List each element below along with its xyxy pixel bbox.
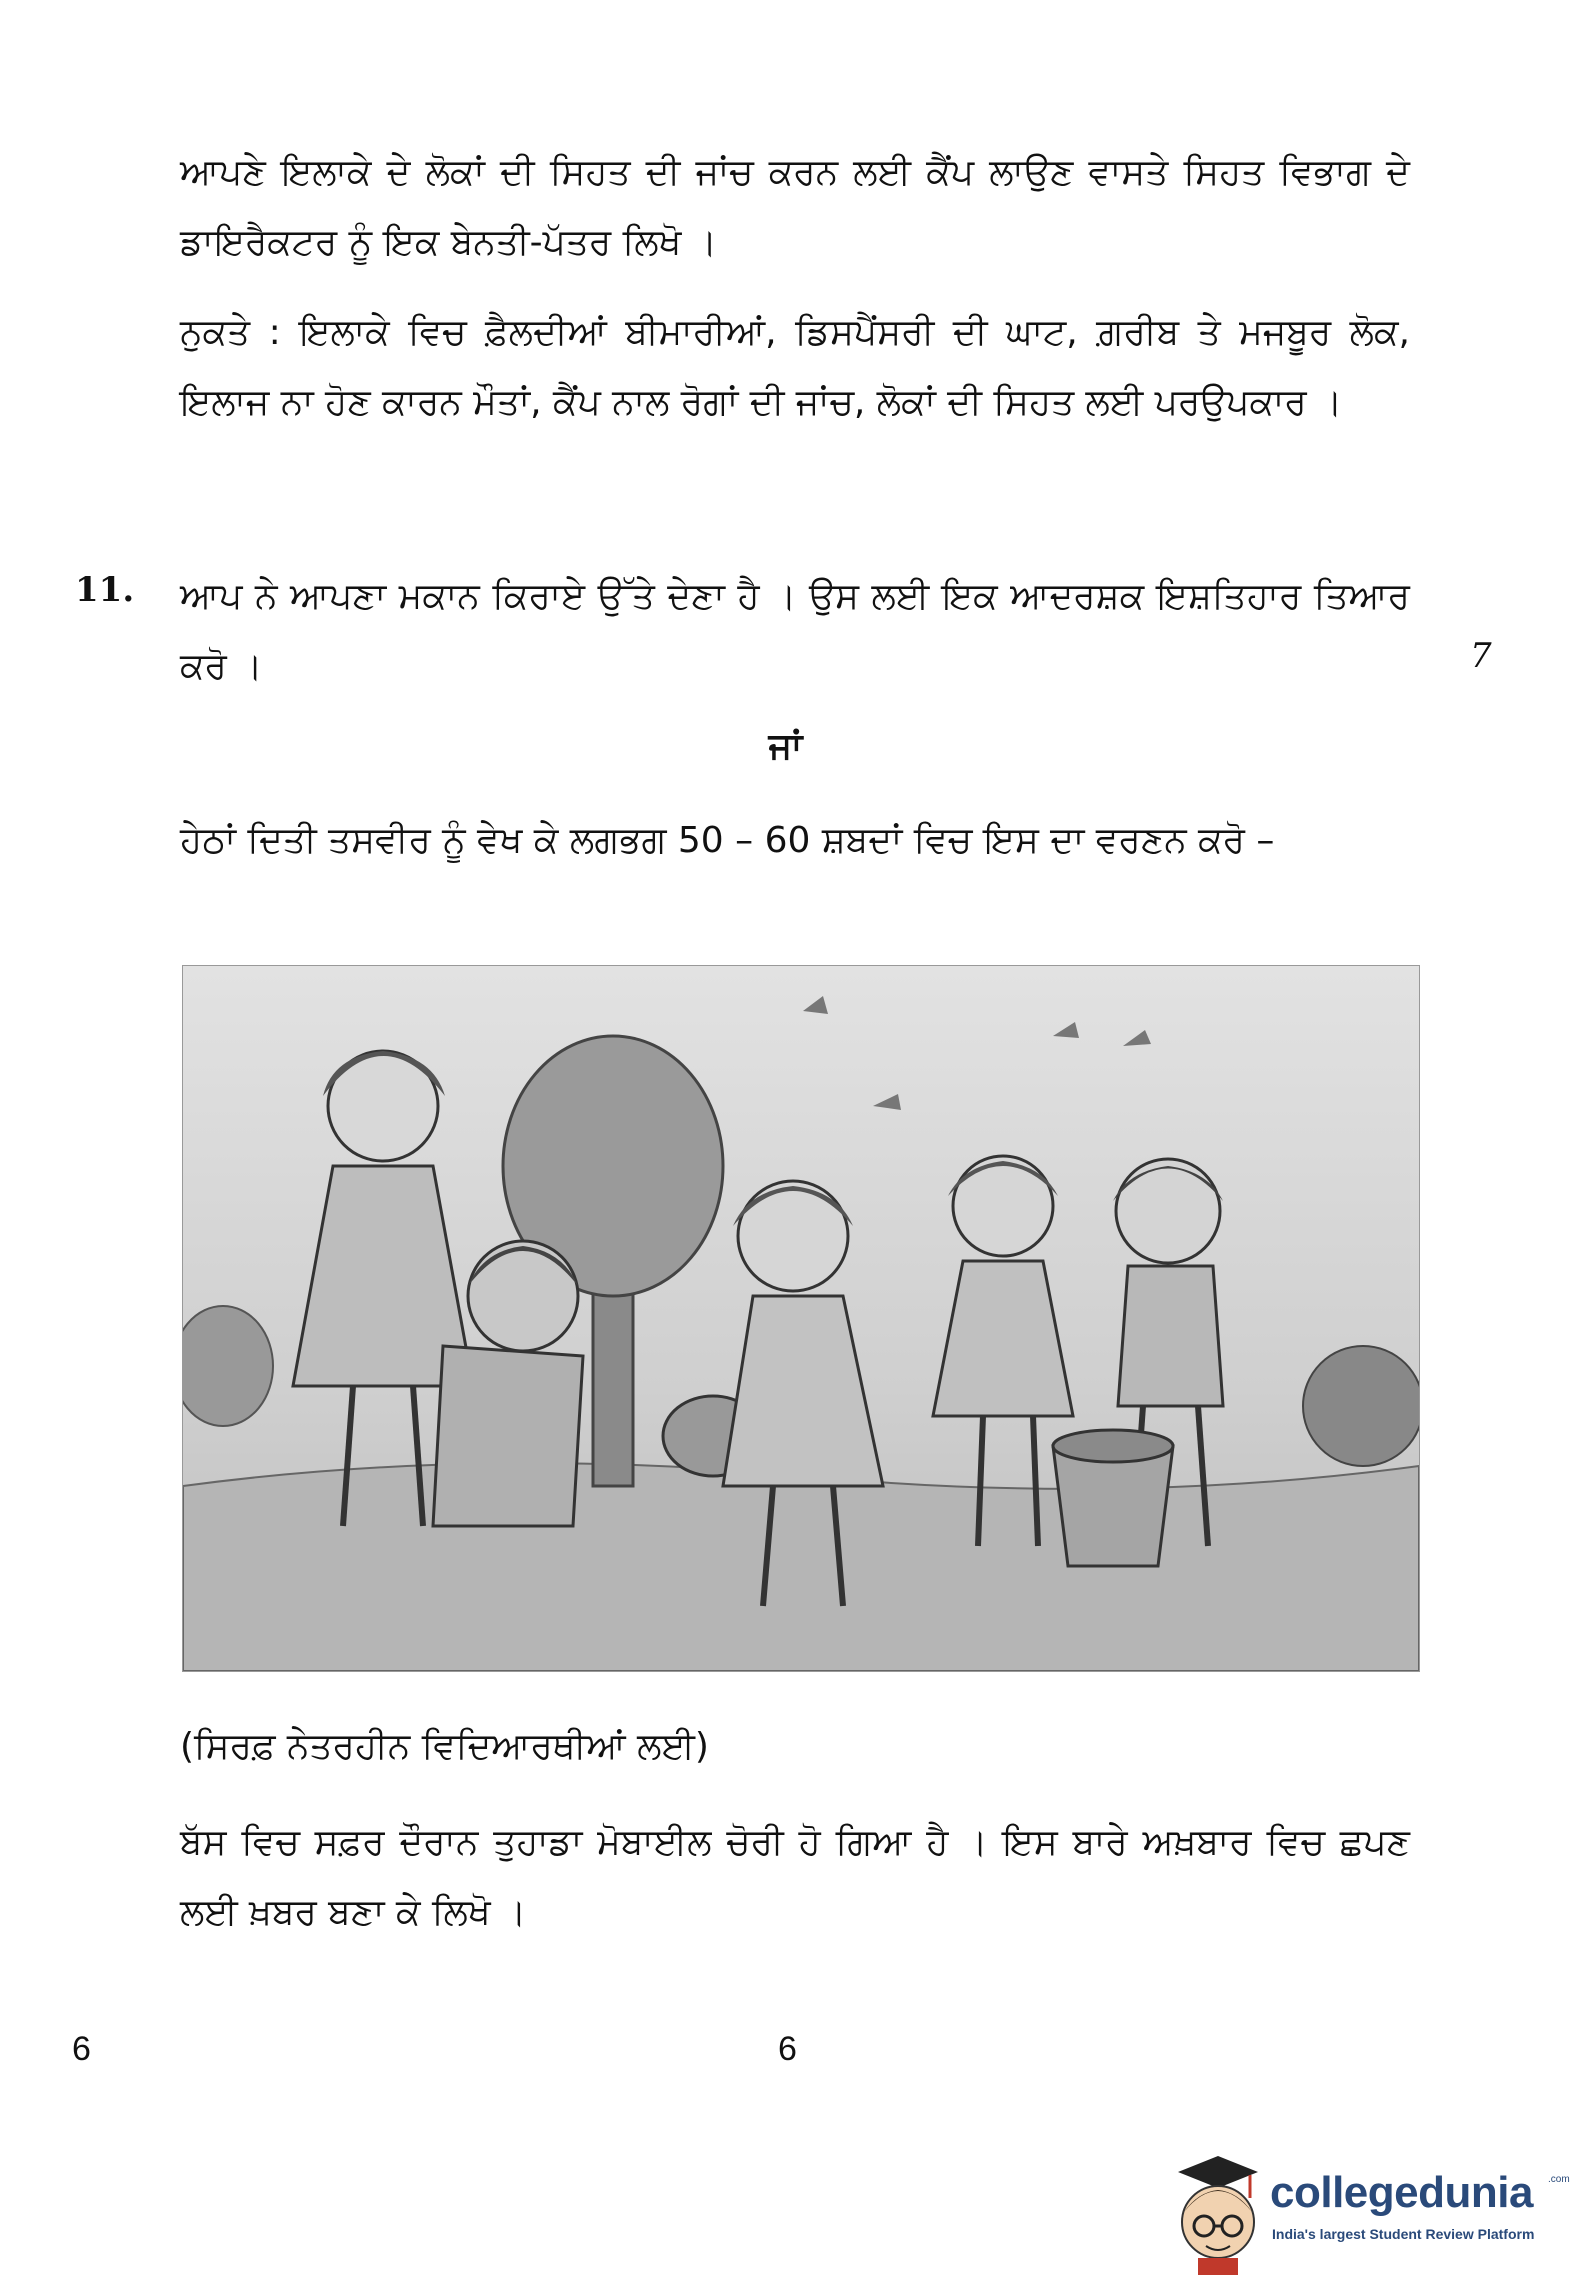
or-separator: ਜਾਂ	[768, 726, 803, 767]
letter-prompt: ਆਪਣੇ ਇਲਾਕੇ ਦੇ ਲੋਕਾਂ ਦੀ ਸਿਹਤ ਦੀ ਜਾਂਚ ਕਰਨ ਲਈ ਕੈਂਪ ਲਾਉਣ ਵਾਸਤੇ ਸਿਹਤ ਵਿਭਾਗ ਦੇ ਡਾਇਰੈਕਟਰ ਨੂੰ ਇਕ ਬੇਨਤੀ-ਪੱਤਰ ਲਿਖੋ ।	[180, 152, 1410, 263]
children-planting-illustration	[182, 965, 1420, 1672]
question-number: 11.	[75, 570, 135, 610]
page-number-left: 6	[72, 2030, 91, 2068]
letter-points: ਨੁਕਤੇ : ਇਲਾਕੇ ਵਿਚ ਫ਼ੈਲਦੀਆਂ ਬੀਮਾਰੀਆਂ, ਡਿਸਪੈਂਸਰੀ ਦੀ ਘਾਟ, ਗ਼ਰੀਬ ਤੇ ਮਜਬੂਰ ਲੋਕ, ਇਲਾਜ ਨਾ ਹੋਣ ਕਾਰਨ ਮੌਤਾਂ, ਕੈਂਪ ਨਾਲ ਰੋਗਾਂ ਦੀ ਜਾਂਚ, ਲੋਕਾਂ ਦੀ ਸਿਹਤ ਲਈ ਪਰਉਪਕਾਰ ।	[180, 312, 1410, 423]
logo-suffix: .com	[1548, 2174, 1570, 2185]
logo-wordmark: collegedunia	[1270, 2168, 1533, 2217]
collegedunia-logo	[1168, 2150, 1568, 2275]
blind-students-note: (ਸਿਰਫ਼ ਨੇਤਰਹੀਨ ਵਿਦਿਆਰਥੀਆਂ ਲਈ)	[180, 1726, 709, 1767]
question-11-text: ਆਪ ਨੇ ਆਪਣਾ ਮਕਾਨ ਕਿਰਾਏ ਉੱਤੇ ਦੇਣਾ ਹੈ । ਉਸ ਲਈ ਇਕ ਆਦਰਸ਼ਕ ਇਸ਼ਤਿਹਾਰ ਤਿਆਰ ਕਰੋ ।	[180, 576, 1410, 687]
blind-students-prompt: ਬੱਸ ਵਿਚ ਸਫ਼ਰ ਦੌਰਾਨ ਤੁਹਾਡਾ ਮੋਬਾਈਲ ਚੋਰੀ ਹੋ ਗਿਆ ਹੈ । ਇਸ ਬਾਰੇ ਅਖ਼ਬਾਰ ਵਿਚ ਛਪਣ ਲਈ ਖ਼ਬਰ ਬਣਾ ਕੇ ਲਿਖੋ ।	[180, 1822, 1410, 1933]
picture-prompt: ਹੇਠਾਂ ਦਿਤੀ ਤਸਵੀਰ ਨੂੰ ਵੇਖ ਕੇ ਲਗਭਗ 50 – 60 ਸ਼ਬਦਾਂ ਵਿਚ ਇਸ ਦਾ ਵਰਣਨ ਕਰੋ –	[180, 820, 1275, 861]
logo-tagline: India's largest Student Review Platform	[1272, 2226, 1535, 2242]
page-number-center: 6	[778, 2030, 797, 2068]
question-marks: 7	[1470, 636, 1492, 676]
mascot-icon	[1168, 2150, 1268, 2275]
